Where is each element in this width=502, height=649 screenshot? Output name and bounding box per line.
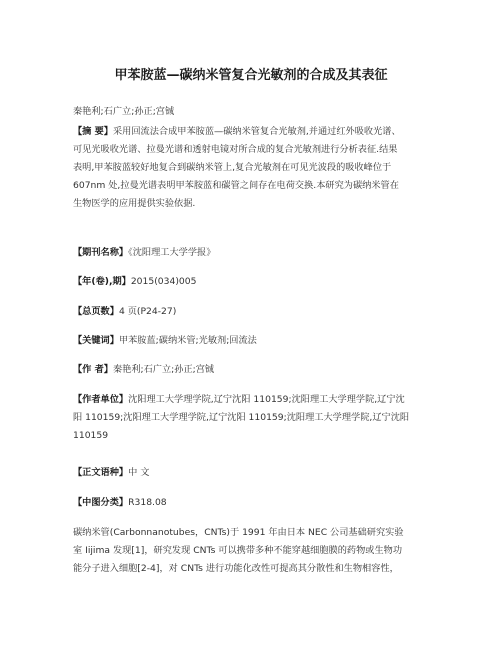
language-label: 【正文语种】 (73, 467, 129, 478)
abstract-line: 生物医学的应用提供实验依据. (73, 198, 196, 209)
year-field (73, 273, 431, 291)
affiliation-line: 110159 (73, 430, 109, 441)
abstract-line: 表明,甲苯胺蓝较好地复合到碳纳米管上,复合光敏剂在可见光波段的吸收峰位于 (73, 162, 392, 173)
author-label: 【作 者】 (73, 364, 113, 375)
keywords-label: 【关键词】 (73, 335, 119, 346)
affiliation-field (73, 391, 431, 445)
pages-field (73, 303, 431, 321)
journal-label: 【期刊名称】 (73, 247, 129, 258)
classification-value: R318.08 (128, 497, 167, 508)
affiliation-label: 【作者单位】 (73, 394, 129, 405)
journal-value: 《沈阳理工大学学报》 (128, 247, 216, 258)
keywords-value: 甲苯胺蓝;碳纳米管;光敏剂;回流法 (118, 335, 257, 346)
year-label: 【年(卷),期】 (73, 276, 131, 287)
abstract-section (73, 123, 431, 213)
pages-label: 【总页数】 (73, 306, 119, 317)
language-value: 中 文 (128, 467, 150, 478)
affiliation-line: 沈阳理工大学理学院,辽宁沈阳 110159;沈阳理工大学理学院,辽宁沈 (128, 394, 405, 405)
author-line: 秦艳利;石广立;孙正;宫铖 (73, 106, 175, 117)
abstract-line: 采用回流法合成甲苯胺蓝—碳纳米管复合光敏剂,并通过红外吸收光谱、 (112, 126, 401, 137)
year-value: 2015(034)005 (130, 276, 197, 287)
journal-field (73, 244, 431, 262)
affiliation-line: 阳 110159;沈阳理工大学理学院,辽宁沈阳 110159;沈阳理工大学理学院,辽宁沈阳 (73, 412, 410, 423)
classification-field (73, 494, 431, 512)
abstract-line: 607nm 处,拉曼光谱表明甲苯胺蓝和碳管之间存在电荷交换.本研究为碳纳米管在 (73, 180, 399, 191)
author-field (73, 361, 431, 379)
author-value: 秦艳利;石广立;孙正;宫铖 (112, 364, 215, 375)
body-line: 室 Iijima 发现[1]，研究发现 CNTs 可以携带多种不能穿越细胞膜的药物或生物功 (73, 545, 403, 556)
classification-label: 【中图分类】 (73, 497, 129, 508)
abstract-label: 【摘 要】 (73, 126, 113, 137)
page-title: 甲苯胺蓝—碳纳米管复合光敏剂的合成及其表征 (114, 68, 388, 83)
keywords-field (73, 332, 431, 350)
body-line: 能分子进入细胞[2-4]，对 CNTs 进行功能化改性可提高其分散性和生物相容性， (73, 563, 399, 574)
body-paragraph (73, 524, 431, 578)
pages-value: 4 页(P24-27) (118, 306, 177, 317)
abstract-line: 可见光吸收光谱、拉曼光谱和透射电镜对所合成的复合光敏剂进行分析表征.结果 (73, 144, 398, 155)
language-field (73, 464, 431, 482)
body-line: 碳纳米管(Carbonnanotubes，CNTs)于 1991 年由日本 NEC 公司基础研究实验 (73, 527, 404, 538)
